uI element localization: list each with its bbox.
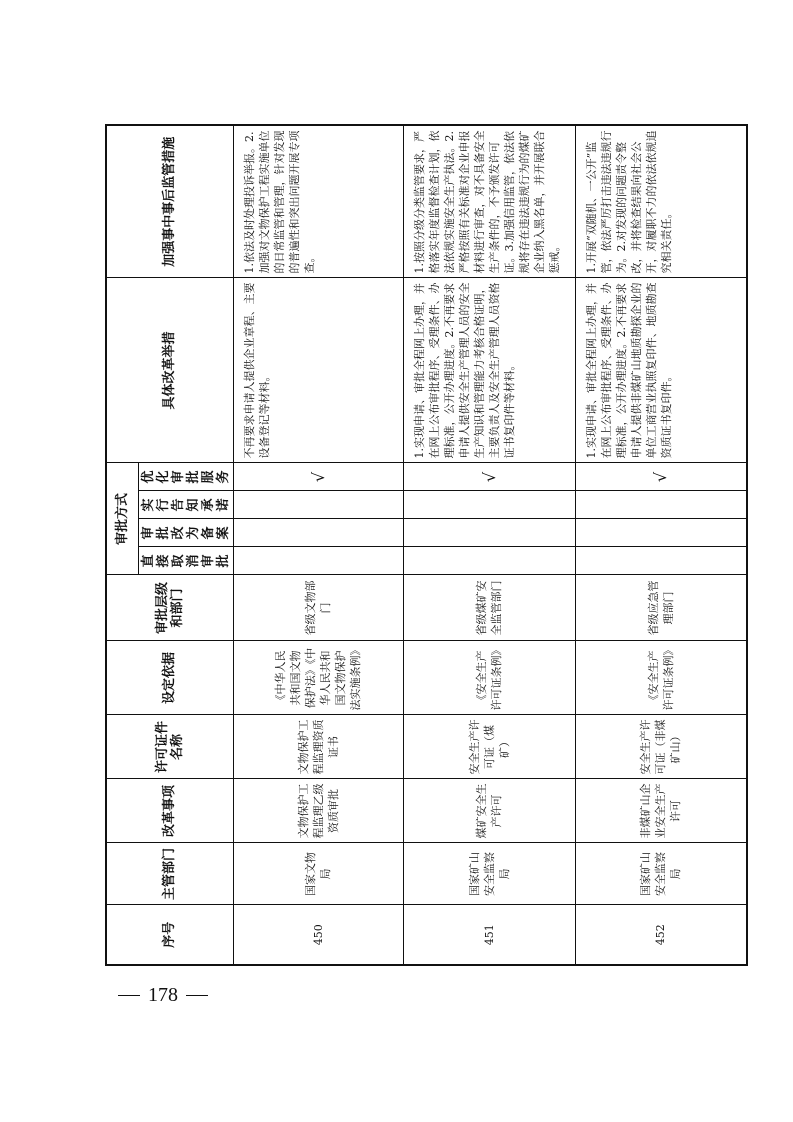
cell-cancel	[233, 547, 403, 575]
cell-license: 安全生产许可证（煤矿）	[403, 715, 575, 779]
cell-filing	[233, 519, 403, 547]
cell-license: 文物保护工程监理资质证书	[233, 715, 403, 779]
header-notice: 实行告知承诺	[138, 491, 233, 519]
cell-seq: 451	[403, 905, 575, 965]
cell-filing	[403, 519, 575, 547]
header-row	[106, 125, 138, 965]
cell-level: 省级煤矿安全监管部门	[403, 575, 575, 641]
cell-notice	[575, 491, 747, 519]
cell-level: 省级文物部门	[233, 575, 403, 641]
cell-optimize-check: √	[575, 463, 747, 491]
cell-supervision: 1.开展“双随机、一公开”监管，依法严厉打击违法违规行为。2.对发现的问题责令整改，并将检查结果向社会公开，对履职不力的依法依规追究相关责任。	[575, 125, 747, 278]
cell-supervision: 1.依法及时处理投诉举报。2.加强对文物保护工程实施单位的日常监管和管理，针对发现的普遍性和突出问题开展专项查。	[233, 125, 403, 278]
header-seq: 序号	[106, 905, 233, 965]
cell-measures: 不再要求申请人提供企业章程、主要设备登记等材料。	[233, 278, 403, 463]
cell-item: 非煤矿山企业安全生产许可	[575, 779, 747, 843]
cell-measures: 1.实现申请、审批全程网上办理，并在网上公布审批程序、受理条件、办理标准，公开办理进度。2.不再要求申请人提供非煤矿山地质勘探企业的单位工商营业执照复印件、地质勘查资质证书复印件。	[575, 278, 747, 463]
cell-seq: 450	[233, 905, 403, 965]
header-supervision: 加强事中事后监管措施	[106, 125, 233, 278]
header-measures: 具体改革举措	[106, 278, 233, 463]
cell-notice	[233, 491, 403, 519]
header-filing: 审批改为备案	[138, 519, 233, 547]
header-cancel: 直接取消审批	[138, 547, 233, 575]
cell-dept: 国家矿山安全监察局	[575, 843, 747, 905]
cell-basis: 《安全生产许可证条例》	[403, 641, 575, 715]
page-number-dash-right	[186, 995, 208, 996]
cell-optimize-check: √	[233, 463, 403, 491]
cell-seq: 452	[575, 905, 747, 965]
reform-table	[105, 124, 748, 966]
cell-measures: 1.实现申请、审批全程网上办理，并在网上公布审批程序、受理条件、办理标准，公开办理进度。2.不再要求申请人提供安全生产管理人员的安全生产知识和管理能力考核合格证明，主要负责人及安全生产管理人员资格证书复印件等材料。	[403, 278, 575, 463]
cell-dept: 国家矿山安全监察局	[403, 843, 575, 905]
cell-cancel	[575, 547, 747, 575]
table-row	[233, 125, 403, 965]
header-item: 改革事项	[106, 779, 233, 843]
header-dept: 主管部门	[106, 843, 233, 905]
rotated-table-container	[105, 127, 691, 966]
cell-basis: 《中华人民共和国文物保护法》《中华人民共和国文物保护法实施条例》	[233, 641, 403, 715]
table-row	[403, 125, 575, 965]
cell-item: 煤矿安全生产许可	[403, 779, 575, 843]
table-row	[575, 125, 747, 965]
cell-dept: 国家文物局	[233, 843, 403, 905]
header-approval-group: 审批方式	[106, 463, 138, 575]
header-basis: 设定依据	[106, 641, 233, 715]
header-level: 审批层级和部门	[106, 575, 233, 641]
cell-cancel	[403, 547, 575, 575]
cell-license: 安全生产许可证（非煤矿山）	[575, 715, 747, 779]
cell-supervision: 1.按照分级分类监管要求，严格落实年度监督检查计划，依法依规实施安全生产执法。2.严格按照有关标准对企业申报材料进行审查，对不具备安全生产条件的，不予颁发许可证。3.加强信用监管，依法依规将存在违法违规行为的煤矿企业纳入黑名单，并开展联合惩戒。	[403, 125, 575, 278]
header-license: 许可证件名称	[106, 715, 233, 779]
cell-item: 文物保护工程监理乙级资质审批	[233, 779, 403, 843]
page-number-text: 178	[148, 983, 178, 1006]
cell-basis: 《安全生产许可证条例》	[575, 641, 747, 715]
cell-notice	[403, 491, 575, 519]
reform-table-frame	[105, 127, 691, 966]
page-number-dash-left	[118, 995, 140, 996]
page-number	[108, 980, 218, 1010]
header-optimize: 优化审批服务	[138, 463, 233, 491]
cell-level: 省级应急管理部门	[575, 575, 747, 641]
cell-filing	[575, 519, 747, 547]
cell-optimize-check: √	[403, 463, 575, 491]
